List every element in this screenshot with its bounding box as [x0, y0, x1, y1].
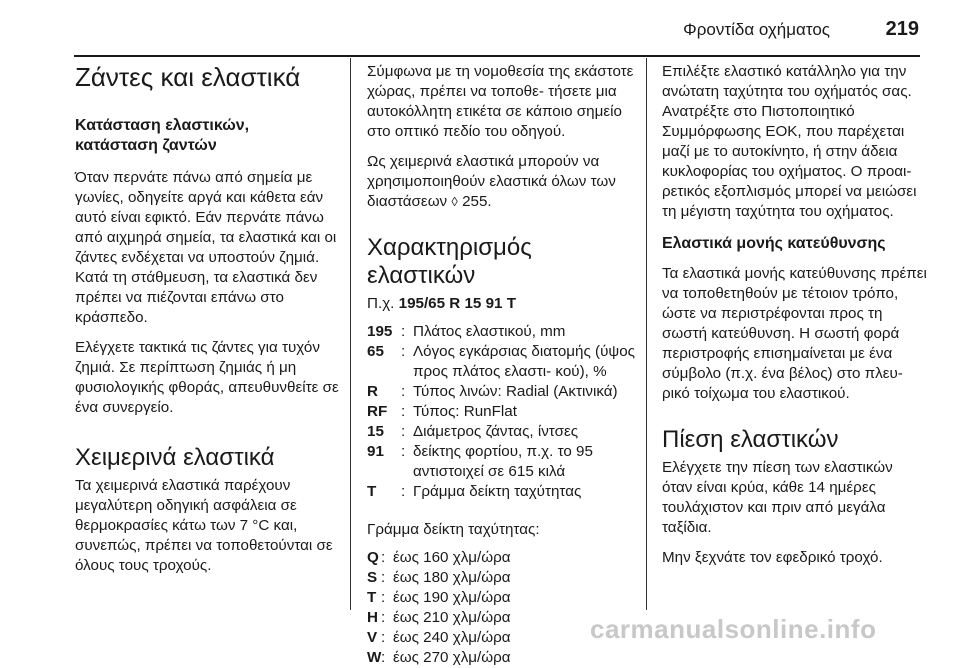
column-divider-1 — [350, 58, 351, 610]
spec-desc: Διάμετρος ζάντας, ίντσες — [413, 423, 579, 440]
speed-sep: : — [381, 549, 386, 566]
section-title-winter-tyres: Χειμερινά ελαστικά — [75, 444, 275, 471]
spec-sep: : — [401, 403, 406, 420]
example-code: 195/65 R 15 91 T — [398, 295, 516, 312]
speed-key: T — [367, 589, 377, 606]
spec-key: 195 — [367, 323, 393, 340]
spec-key: R — [367, 383, 378, 400]
page-reference-icon: ◊ — [451, 194, 458, 209]
header-rule — [74, 55, 920, 57]
spec-sep: : — [401, 443, 406, 460]
page-header — [0, 0, 960, 60]
heading-wheel-condition: κατάσταση ζαντών — [75, 137, 217, 154]
speed-index-intro: Γράμμα δείκτη ταχύτητας: — [367, 521, 540, 538]
section-title-tyre-designation: Χαρακτηρισμός ελαστικών — [367, 234, 532, 289]
spec-sep: : — [401, 483, 406, 500]
spec-key: RF — [367, 403, 388, 420]
paragraph-sticker: Σύμφωνα με τη νομοθεσία της εκάστοτε χώρας, πρέπει να τοποθε- τήσετε μια αυτοκόλλητη ετικέτα σε κάποιο σημείο στο οπτικό πεδίο του οδηγού. — [367, 63, 634, 140]
spec-desc: Γράμμα δείκτη ταχύτητας — [413, 483, 582, 500]
paragraph-condition-2: Ελέγχετε τακτικά τις ζάντες για τυχόν ζημιά. Σε περίπτωση ζημιάς ή μη φυσιολογικής φθοράς, απευθυνθείτε σε ένα συνεργείο. — [75, 339, 339, 416]
spec-desc: Πλάτος ελαστικού, mm — [413, 323, 566, 340]
section-title-wheels-tyres: Ζάντες και ελαστικά — [75, 62, 301, 92]
speed-key: V — [367, 629, 378, 646]
speed-key: S — [367, 569, 378, 586]
speed-key: H — [367, 609, 378, 626]
paragraph-pressure-2: Μην ξεχνάτε τον εφεδρικό τροχό. — [662, 549, 883, 566]
spec-key: 15 — [367, 423, 384, 440]
watermark-logo: carmanualsonline.info — [590, 614, 877, 644]
speed-key: W — [367, 649, 382, 666]
heading-tyre-condition: Κατάσταση ελαστικών, — [75, 117, 250, 134]
spec-key: 65 — [367, 343, 384, 360]
spec-sep: : — [401, 343, 406, 360]
speed-key: Q — [367, 549, 379, 566]
speed-desc: έως 240 χλμ/ώρα — [393, 629, 511, 646]
paragraph-condition-1: Όταν περνάτε πάνω από σημεία με γωνίες, οδηγείτε αργά και κάθετα εάν αυτό είναι εφικτό. Εάν περνάτε πάνω από αιχμηρά σημεία, τα ελαστικά και οι ζάντες ενδέχεται να υποστούν ζημιά. Κατά τη στάθμευση, τα ελαστικά δεν πρέπει να πιέζονται επάνω στο κράσπεδο. — [75, 169, 337, 326]
spec-desc: Λόγος εγκάρσιας διατομής (ύψος προς πλάτος ελαστι- κού), % — [413, 343, 635, 380]
spec-sep: : — [401, 423, 406, 440]
speed-desc: έως 210 χλμ/ώρα — [393, 609, 511, 626]
designation-list — [367, 322, 637, 502]
section-title-tyre-pressure: Πίεση ελαστικών — [662, 426, 839, 453]
example-prefix: Π.χ. — [367, 295, 395, 312]
column-1 — [75, 62, 345, 576]
spec-key: T — [367, 483, 377, 500]
speed-desc: έως 270 χλμ/ώρα — [393, 649, 511, 666]
speed-sep: : — [381, 589, 386, 606]
spec-sep: : — [401, 323, 406, 340]
running-title: Φροντίδα οχήματος — [683, 20, 830, 39]
spec-key: 91 — [367, 443, 384, 460]
winter-sizes-text: Ως χειμερινά ελαστικά μπορούν να χρησιμοποιηθούν ελαστικά όλων των διαστάσεων — [367, 153, 616, 210]
spec-desc: Τύπος λινών: Radial (Ακτινικά) — [413, 383, 618, 400]
paragraph-winter-tyres: Τα χειμερινά ελαστικά παρέχουν μεγαλύτερη οδηγική ασφάλεια σε θερμοκρασίες κάτω των 7 °C και, συνεπώς, πρέπει να τοποθετούνται σε όλους τους τροχούς. — [75, 477, 333, 574]
page-reference[interactable]: 255. — [462, 193, 492, 210]
paragraph-pressure-1: Ελέγχετε την πίεση των ελαστικών όταν είναι κρύα, κάθε 14 ημέρες τουλάχιστον και πριν από μεγάλα ταξίδια. — [662, 459, 893, 536]
heading-directional-tyres: Ελαστικά μονής κατεύθυνσης — [662, 235, 886, 252]
spec-desc: Τύπος: RunFlat — [413, 403, 517, 420]
speed-desc: έως 180 χλμ/ώρα — [393, 569, 511, 586]
speed-index-list — [367, 548, 637, 668]
paragraph-max-speed: Επιλέξτε ελαστικό κατάλληλο για την ανώτατη ταχύτητα του οχήματός σας. Ανατρέξτε στο Πιστοποιητικό Συμμόρφωσης ΕΟΚ, που παρέχεται μαζί με το αυτοκίνητο, ή στην άδεια κυκλοφορίας του οχήματος. Ο προαι- ρετικός εξοπλισμός μπορεί να μειώσει τη μέγιστη ταχύτητα του οχήματος. — [662, 63, 917, 220]
paragraph-directional-tyres: Τα ελαστικά μονής κατεύθυνσης πρέπει να τοποθετηθούν με τέτοιον τρόπο, ώστε να περιστρέφονται προς τη σωστή κατεύθυνση. Η σωστή φορά περιστροφής επισημαίνεται με ένα σύμβολο (π.χ. ένα βέλος) στο πλευ- ρικό τοίχωμα του ελαστικού. — [662, 265, 927, 402]
spec-sep: : — [401, 383, 406, 400]
speed-sep: : — [381, 569, 386, 586]
column-divider-2 — [646, 58, 647, 610]
speed-sep: : — [381, 629, 386, 646]
speed-sep: : — [381, 609, 386, 626]
column-3 — [662, 62, 927, 568]
spec-desc: δείκτης φορτίου, π.χ. το 95 αντιστοιχεί σε 615 κιλά — [413, 443, 593, 480]
page-number: 219 — [885, 18, 919, 40]
column-2 — [367, 62, 637, 668]
speed-desc: έως 160 χλμ/ώρα — [393, 549, 511, 566]
speed-sep: : — [381, 649, 386, 666]
paragraph-winter-sizes — [367, 152, 637, 212]
speed-desc: έως 190 χλμ/ώρα — [393, 589, 511, 606]
example-line — [367, 294, 637, 314]
